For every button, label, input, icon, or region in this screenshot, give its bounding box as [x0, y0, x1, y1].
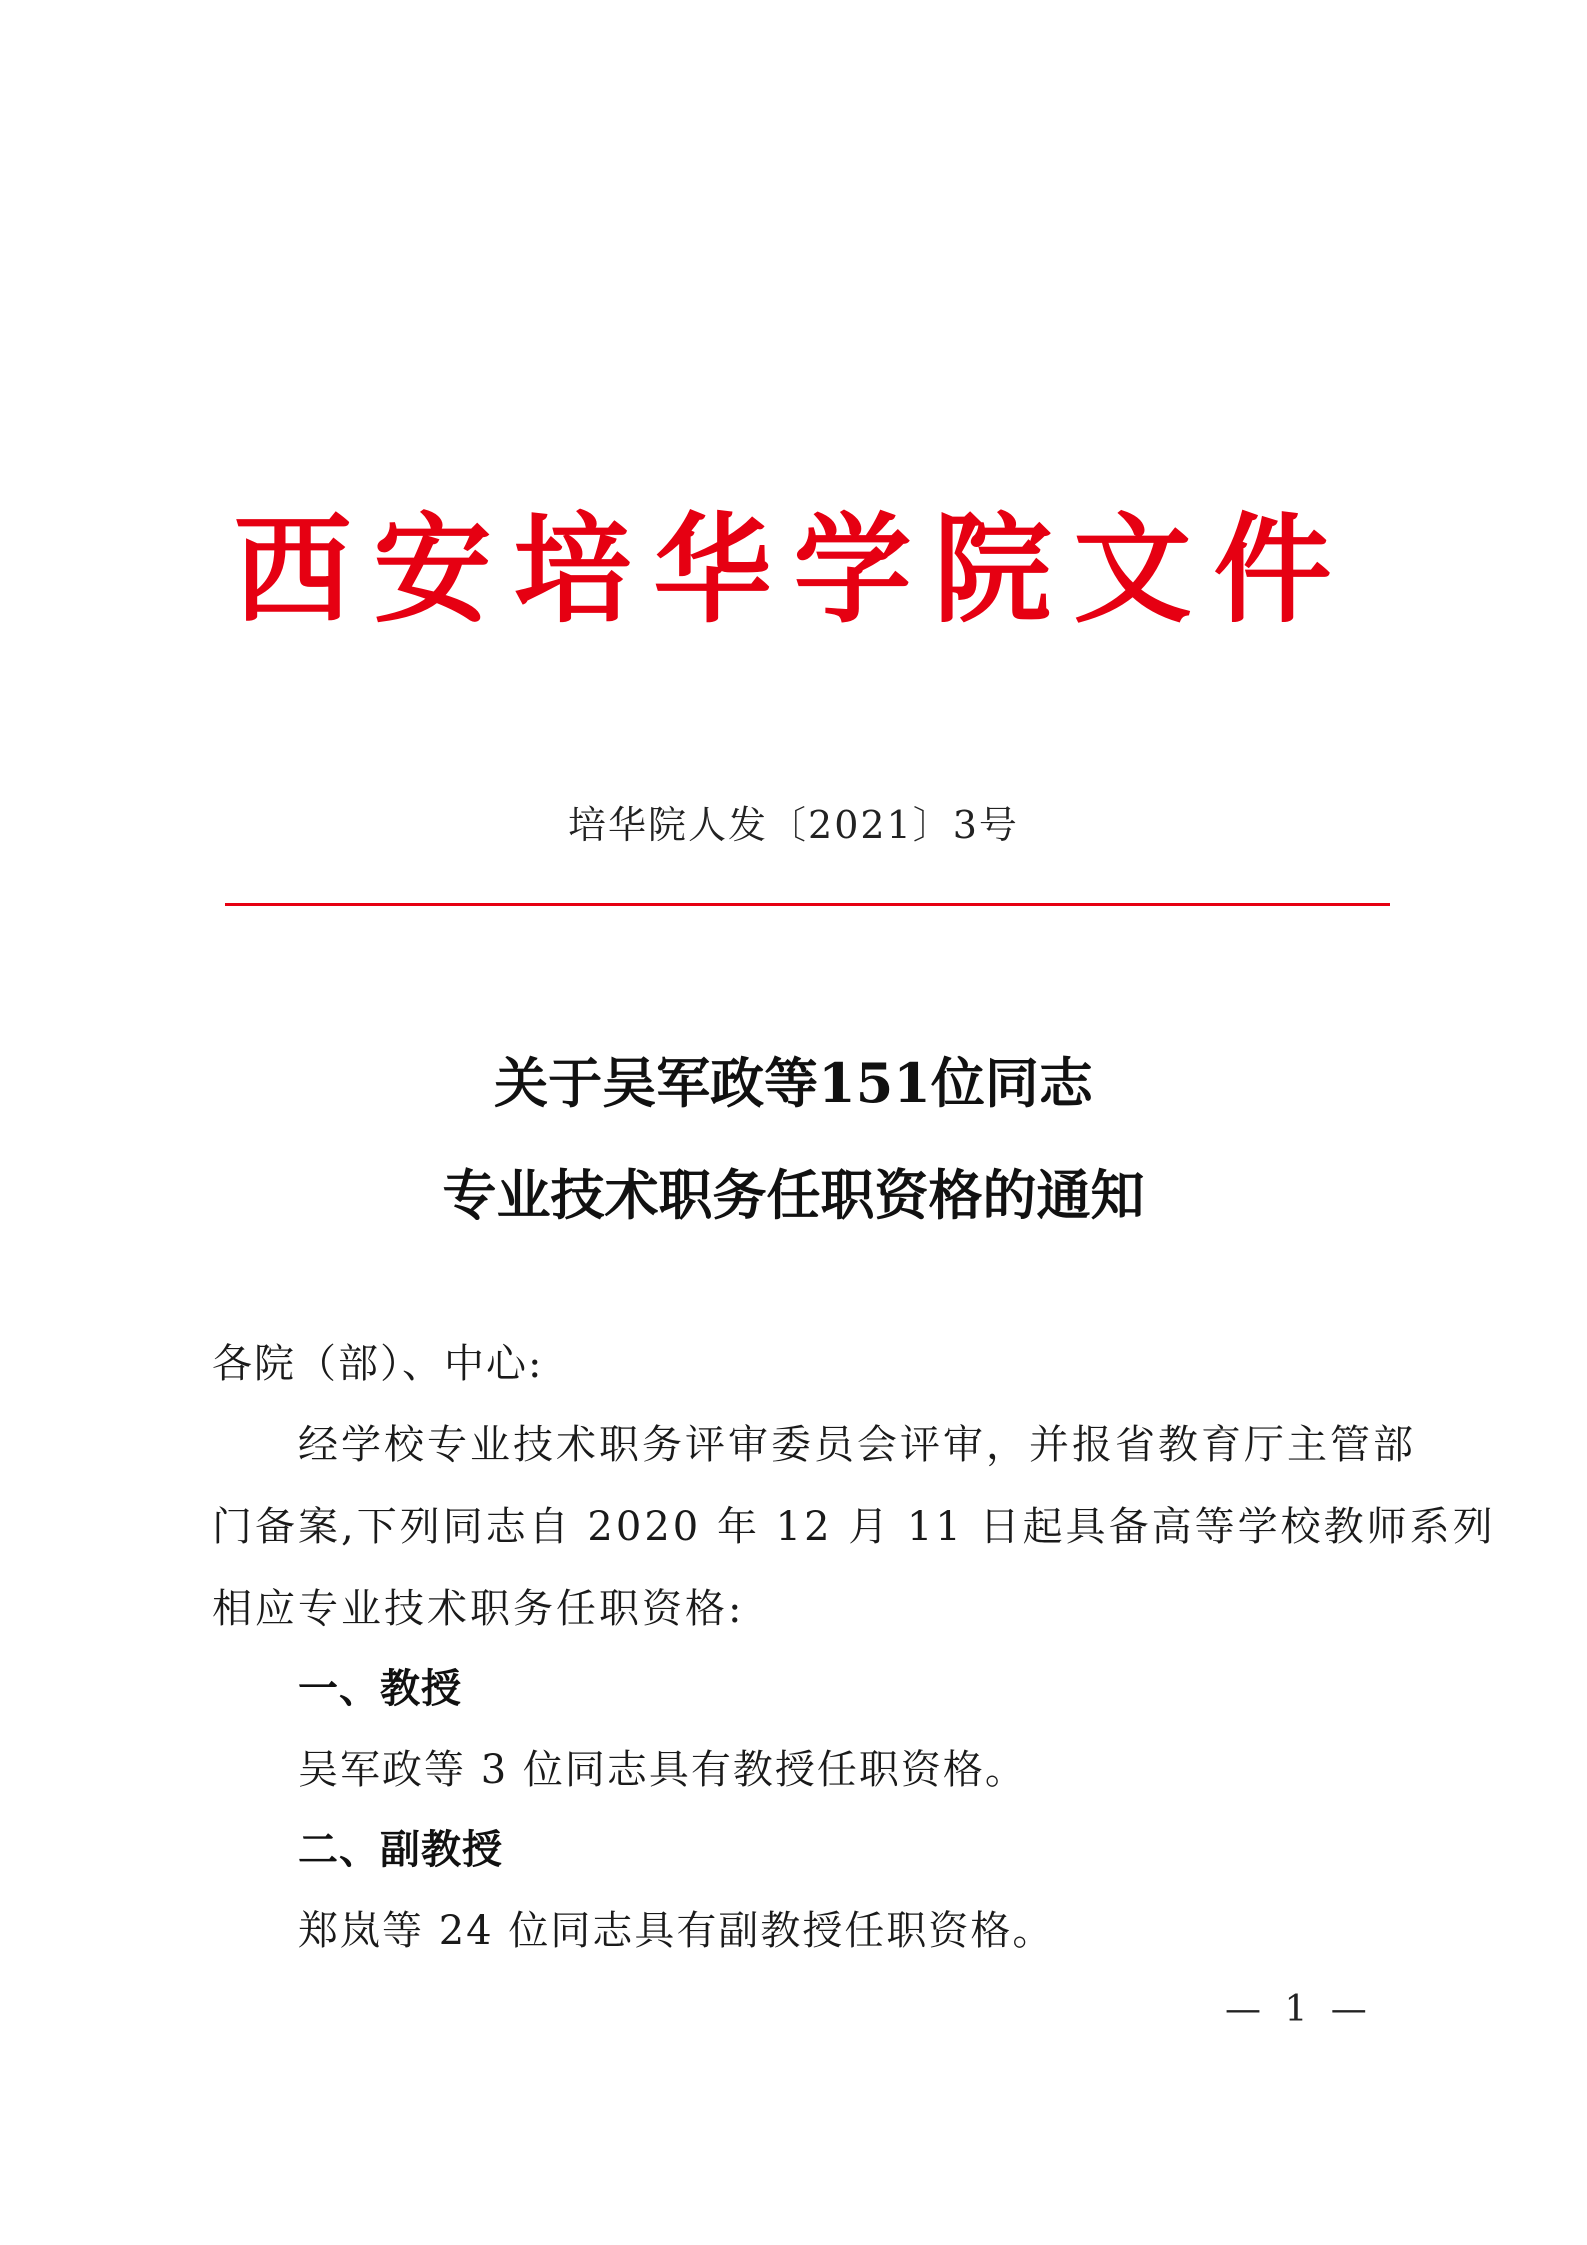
page-number: — 1 — — [1225, 1989, 1373, 2030]
body-line-3: 相应专业技术职务任职资格: — [212, 1586, 745, 1632]
notice-title-line-2: 专业技术职务任职资格的通知 — [442, 1163, 1145, 1227]
salutation: 各院（部）、中心: — [212, 1341, 544, 1387]
body-line-2: 门备案,下列同志自 2020 年 12 月 11 日起具备高等学校教师系列 — [212, 1504, 1496, 1550]
notice-title-line-1: 关于吴军政等151位同志 — [494, 1051, 1093, 1115]
section-heading-associate-professor: 二、副教授 — [298, 1827, 503, 1873]
section-heading-professor: 一、教授 — [298, 1666, 462, 1712]
section-text-associate-professor: 郑岚等 24 位同志具有副教授任职资格。 — [298, 1908, 1055, 1954]
section-text-professor: 吴军政等 3 位同志具有教授任职资格。 — [298, 1747, 1027, 1793]
body-line-1: 经学校专业技术职务评审委员会评审，并报省教育厅主管部 — [298, 1422, 1416, 1468]
document-number: 培华院人发〔2021〕3号 — [568, 803, 1019, 847]
masthead-title: 西安培华学院文件 — [233, 500, 1354, 639]
red-divider-line — [225, 903, 1390, 906]
